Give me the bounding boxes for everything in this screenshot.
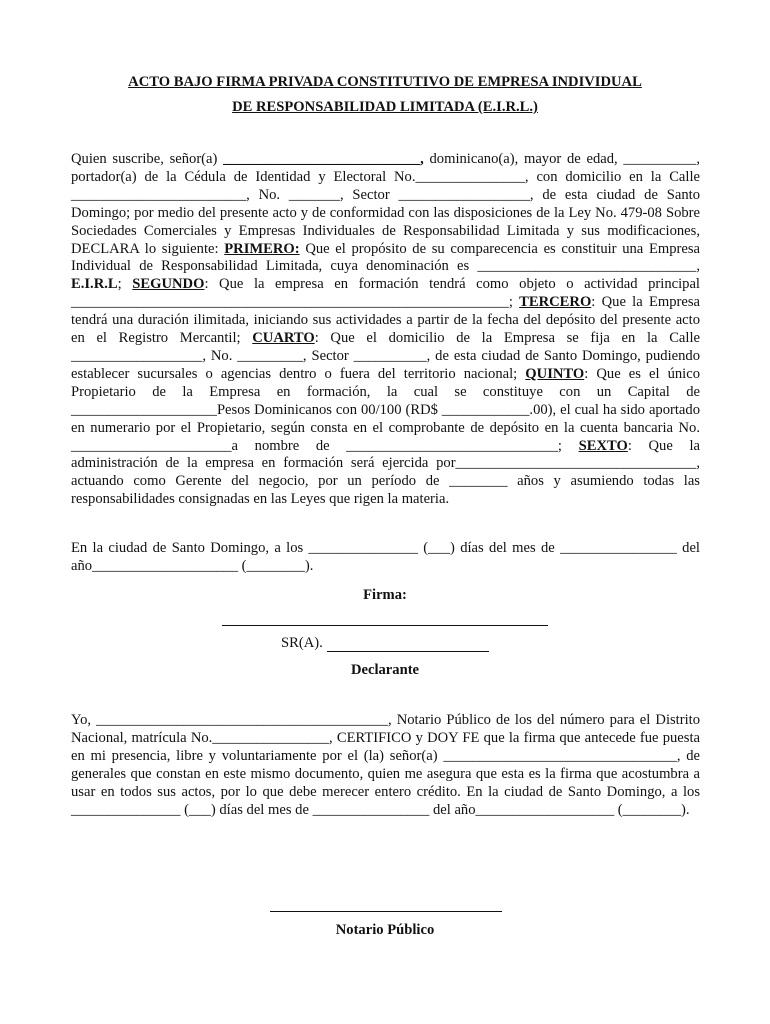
sr-line-row xyxy=(281,635,323,652)
notary-certification-text: Yo, ________________________________________, Notario Público de los del número para el Distrito Nacional, matrícula No.________________, CERTIFICO y DOY FE que la firma que antecede fue puesta en mi presencia, libre y voluntariamente por el (la) señor(a) ________________________________, de generales que constan en este mismo documento, quien me asegura que esta es la firma que acostumbra a usar en todos sus actos, por lo que debe merecer entero crédito. En la ciudad de Santo Domingo, a los _______________ (___) días del mes de ________________ del año___________________ (________). xyxy=(71,712,700,818)
clause-quinto-heading: QUINTO xyxy=(525,365,585,382)
declaration-paragraph xyxy=(71,151,700,509)
declarante-label: Declarante xyxy=(350,662,420,678)
notary-paragraph xyxy=(71,712,700,819)
clause-segundo-text: : Que la empresa en formación tendrá como objeto o actividad principal ____________________________________________________________; xyxy=(71,276,700,311)
firma-label: Firma: xyxy=(363,587,407,603)
clause-tercero-heading: TERCERO xyxy=(519,294,592,311)
declaration-text-intro: Quien suscribe, señor(a) xyxy=(71,151,224,167)
notario-publico-label: Notario Público xyxy=(335,922,435,938)
declaration-text-identity: dominicano(a), mayor de edad, __________, portador(a) de la Cédula de Identidad y Electoral No._______________, con domicilio en la Calle ________________________, No. _______, Sector __________________, de esta ciudad de Santo Domingo; por medio del presente acto y de conformidad con las disposiciones de la Ley No. 479-08 Sobre Sociedades Comerciales y Empresas Individuales de Responsabilidad Limitada y sus modificaciones, DECLARA lo siguiente: xyxy=(71,151,701,257)
date-clause xyxy=(71,540,700,576)
sr-name-line xyxy=(327,651,489,652)
owner-name-blank: ___________________________, xyxy=(223,151,424,167)
date-clause-text: En la ciudad de Santo Domingo, a los _______________ (___) días del mes de ________________ del año____________________ (________). xyxy=(71,540,700,574)
clause-segundo-heading: SEGUNDO xyxy=(132,276,205,293)
clause-quinto-text: : Que es el único Propietario de la Empresa en formación, la cual se constituye con un Capital de ____________________Pesos Dominicanos con 00/100 (RD$ ____________.00), el cual ha sido aportado en numerario por el Propietario, según consta en el comprobante de depósito en la cuenta bancaria No. ______________________a nombre de _____________________________; xyxy=(71,365,700,454)
sr-label: SR(A). xyxy=(281,635,323,651)
clause-primero-heading: PRIMERO: xyxy=(224,240,300,257)
eirl-suffix: E.I.R.L xyxy=(71,276,118,293)
clause-cuarto-heading: CUARTO xyxy=(252,330,315,347)
document-title-line-2: DE RESPONSABILIDAD LIMITADA (E.I.R.L.) xyxy=(232,99,538,115)
document-title-line-1: ACTO BAJO FIRMA PRIVADA CONSTITUTIVO DE EMPRESA INDIVIDUAL xyxy=(128,74,642,90)
clause-cuarto-text: : Que el domicilio de la Empresa se fija en la Calle __________________, No. _________, Sector __________, de esta ciudad de Santo Domingo, pudiendo establecer sucursales o agencias dentro o fuera del territorio nacional; xyxy=(71,330,700,382)
clause-sexto-heading: SEXTO xyxy=(578,437,628,454)
signature-line xyxy=(222,625,548,626)
clause-sexto-text: : Que la administración de la empresa en formación será ejercida por_________________________________, actuando como Gerente del negocio, por un período de ________ años y asumiendo todas las responsabilidades consignadas en las Leyes que rigen la materia. xyxy=(71,437,700,508)
clause-primero-text: Que el propósito de su comparecencia es constituir una Empresa Individual de Responsabilidad Limitada, cuya denominación es ______________________________, xyxy=(71,240,701,275)
clause-tercero-text: : Que la Empresa tendrá una duración ilimitada, iniciando sus actividades a partir de la fecha del depósito del presente acto en el Registro Mercantil; xyxy=(71,294,701,347)
notary-signature-line xyxy=(270,911,502,912)
clause-separator: ; xyxy=(117,276,133,293)
